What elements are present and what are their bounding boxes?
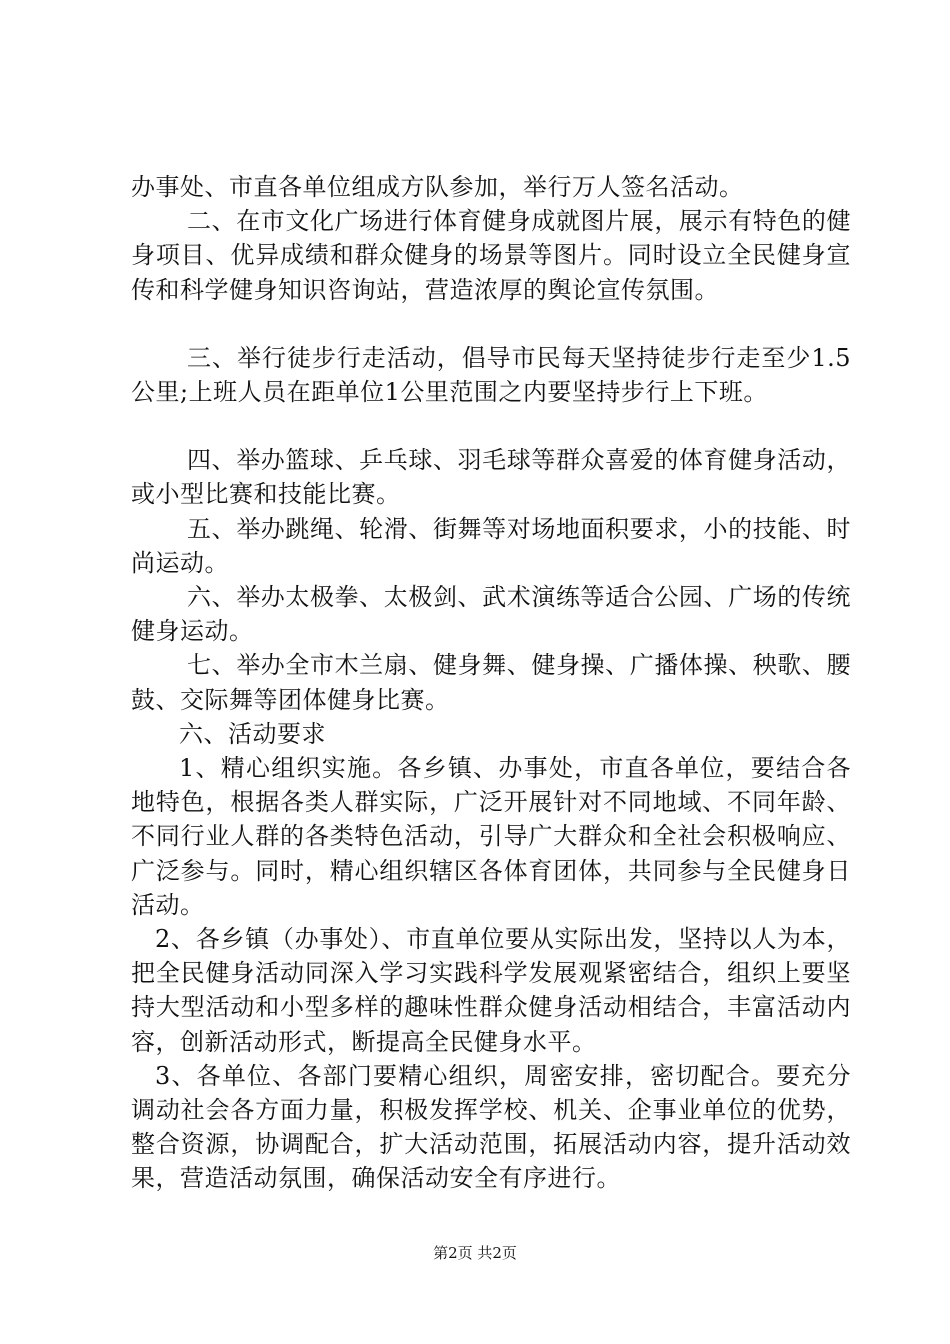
page-footer: 第2页 共2页 xyxy=(433,1244,517,1262)
paragraph-continuation: 办事处、市直各单位组成方队参加，举行万人签名活动。 xyxy=(131,173,744,201)
paragraph-item-2: 二、在市文化广场进行体育健身成就图片展，展示有特色的健身项目、优异成绩和群众健身的场景等图片。同时设立全民健身宣传和科学健身知识咨询站，营造浓厚的舆论宣传氛围。 xyxy=(131,207,851,304)
paragraph-item-5: 五、举办跳绳、轮滑、街舞等对场地面积要求，小的技能、时尚运动。 xyxy=(131,514,851,577)
document-body xyxy=(131,170,851,1196)
requirement-item-2: 2、各乡镇（办事处）、市直单位要从实际出发，坚持以人为本，把全民健身活动同深入学习实践科学发展观紧密结合，组织上要坚持大型活动和小型多样的趣味性群众健身活动相结合，丰富活动内容，创新活动形式，断提高全民健身水平。 xyxy=(131,925,851,1056)
requirement-item-1: 1、精心组织实施。各乡镇、办事处，市直各单位，要结合各地特色，根据各类人群实际，广泛开展针对不同地域、不同年龄、不同行业人群的各类特色活动，引导广大群众和全社会积极响应、广泛参与。同时，精心组织辖区各体育团体，共同参与全民健身日活动。 xyxy=(131,754,851,919)
paragraph-item-7: 七、举办全市木兰扇、健身舞、健身操、广播体操、秧歌、腰鼓、交际舞等团体健身比赛。 xyxy=(131,651,851,714)
paragraph-item-6: 六、举办太极拳、太极剑、武术演练等适合公园、广场的传统健身运动。 xyxy=(131,583,851,646)
section-heading-requirements: 六、活动要求 xyxy=(179,719,326,748)
requirement-item-3: 3、各单位、各部门要精心组织，周密安排，密切配合。要充分调动社会各方面力量，积极发挥学校、机关、企事业单位的优势，整合资源，协调配合，扩大活动范围，拓展活动内容，提升活动效果，营造活动氛围，确保活动安全有序进行。 xyxy=(131,1061,851,1193)
paragraph-item-4: 四、举办篮球、乒乓球、羽毛球等群众喜爱的体育健身活动，或小型比赛和技能比赛。 xyxy=(131,446,851,509)
paragraph-item-3: 三、举行徒步行走活动，倡导市民每天坚持徒步行走至少1.5公里;上班人员在距单位1公里范围之内要坚持步行上下班。 xyxy=(131,343,851,407)
